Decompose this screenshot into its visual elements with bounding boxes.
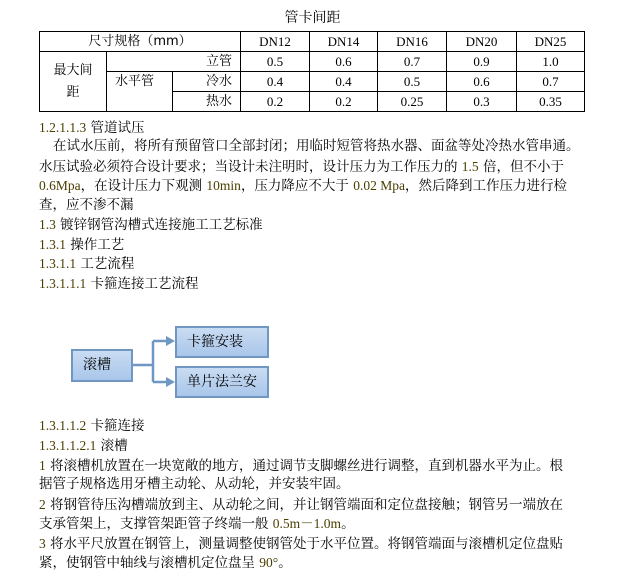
- step-3-line-2: [39, 553, 292, 574]
- table-row: [40, 72, 585, 92]
- step-number: 3: [39, 536, 46, 551]
- column-header: DN20: [447, 32, 517, 52]
- heading-text: 卡箍连接: [90, 418, 145, 434]
- step-number: 1: [39, 458, 46, 473]
- flow-box-source: 滚槽: [71, 349, 133, 382]
- heading-text: 管道试压: [90, 120, 145, 136]
- heading-1-3-1: [39, 235, 124, 256]
- column-header: DN16: [378, 32, 447, 52]
- text-number: 10min: [206, 178, 241, 193]
- heading-1-3: [39, 215, 263, 236]
- heading-number: 1.3.1: [39, 237, 66, 252]
- row-group-label-line1: 最大间: [53, 62, 93, 78]
- text-run: 将钢管待压沟槽端放到主、从动轮之间，并让钢管端面和定位盘接触；钢管另一端放在: [50, 497, 564, 513]
- table-cell: 0.3: [447, 92, 517, 112]
- flow-box-target-clamp: 卡箍安装: [175, 326, 269, 358]
- table-cell: 0.35: [517, 92, 585, 112]
- heading-pressure-test: [39, 118, 145, 139]
- heading-text: 工艺流程: [80, 256, 135, 272]
- heading-number: 1.3: [39, 217, 56, 232]
- table-cell: 0.4: [241, 72, 310, 92]
- step-1-line-2: 据管子规格选用牙槽主动轮、从动轮，并安装牢固。: [39, 476, 350, 492]
- table-cell: 0.7: [517, 72, 585, 92]
- heading-number: 1.3.1.1.2: [39, 418, 87, 433]
- row-group-label-cell: [40, 52, 107, 112]
- paragraph-line: 查，应不渗不漏: [39, 197, 134, 213]
- text-number: 1.5: [461, 159, 479, 174]
- spec-header-cell: 尺寸规格（mm）: [40, 32, 241, 52]
- text-number: 0.02 Mpa: [353, 178, 405, 193]
- text-run: ，然后降到工作压力进行检: [404, 178, 567, 194]
- text-run: 支承管架上，支撑管架距管子终端一般: [39, 516, 269, 532]
- text-run: 将滚槽机放置在一块宽敞的地方，通过调节支脚螺丝进行调整，直到机器水平为止。根: [50, 458, 564, 474]
- step-2-line-1: [39, 495, 563, 516]
- text-run: 将水平尺放置在钢管上，测量调整使钢管处于水平位置。将钢管端面与滚槽机定位盘贴: [50, 536, 564, 552]
- heading-1-3-1-1-1: [39, 274, 199, 295]
- table-cell: 0.2: [241, 92, 310, 112]
- arrow-head-icon: [166, 336, 175, 346]
- table-cell: 0.5: [241, 52, 310, 72]
- text-run: 。: [278, 555, 292, 571]
- table-cell: 0.6: [447, 72, 517, 92]
- paragraph-line: [39, 176, 567, 197]
- table-cell: 0.2: [310, 92, 378, 112]
- heading-text: 滚槽: [100, 438, 128, 454]
- step-number: 2: [39, 497, 46, 512]
- text-run: ，在设计压力下观测: [80, 178, 203, 194]
- column-header: DN14: [310, 32, 378, 52]
- paragraph-line: 在试水压前，将所有预留管口全部封闭；用临时短管将热水器、面盆等处冷热水管串通。: [53, 138, 580, 154]
- heading-number: 1.2.1.1.3: [39, 120, 87, 135]
- column-header: DN25: [517, 32, 585, 52]
- paragraph-line: [39, 157, 564, 178]
- heading-1-3-1-1: [39, 254, 134, 275]
- text-run: 水压试验必须符合设计要求；当设计未注明时，设计压力为工作压力的: [39, 159, 458, 175]
- heading-text: 操作工艺: [70, 237, 125, 253]
- heading-number: 1.3.1.1.1: [39, 276, 87, 291]
- table-cell: 0.25: [378, 92, 447, 112]
- text-run: 。: [341, 516, 355, 532]
- row-subgroup-label: 水平管: [107, 72, 173, 112]
- table-cell: 0.4: [310, 72, 378, 92]
- row-label: 热水: [173, 92, 241, 112]
- text-number: 0.5m－1.0m: [272, 516, 342, 531]
- arrow-head-icon: [166, 377, 175, 387]
- heading-number: 1.3.1.1: [39, 256, 77, 271]
- text-run: 倍，但不小于: [482, 159, 564, 175]
- table-header-row: [40, 32, 585, 52]
- heading-clamp-connection: [39, 416, 145, 437]
- table-row: [40, 52, 585, 72]
- table-cell: 0.9: [447, 52, 517, 72]
- row-group-label-line2: 距: [66, 84, 80, 100]
- table-cell: 0.6: [310, 52, 378, 72]
- heading-text: 镀锌钢管沟槽式连接施工工艺标准: [60, 217, 263, 233]
- table-cell: 0.7: [378, 52, 447, 72]
- text-number: 90°: [259, 555, 279, 570]
- row-label: 冷水: [173, 72, 241, 92]
- table-cell: 1.0: [517, 52, 585, 72]
- heading-text: 卡箍连接工艺流程: [90, 276, 199, 292]
- flow-box-target-flange: 单片法兰安: [175, 366, 269, 398]
- text-run: 紧，使钢管中轴线与滚槽机定位盘呈: [39, 555, 255, 571]
- heading-number: 1.3.1.1.2.1: [39, 438, 97, 453]
- step-3-line-1: [39, 534, 563, 555]
- column-header: DN12: [241, 32, 310, 52]
- text-number: 0.6Mpa: [39, 178, 81, 193]
- row-label: 立管: [107, 52, 241, 72]
- table-caption: 管卡间距: [284, 10, 341, 26]
- table-cell: 0.5: [378, 72, 447, 92]
- step-1-line-1: [39, 456, 563, 477]
- heading-grooving: [39, 436, 128, 457]
- text-run: ，压力降应不大于: [240, 178, 349, 194]
- step-2-line-2: [39, 514, 355, 535]
- pipe-clamp-spacing-table: [39, 31, 585, 112]
